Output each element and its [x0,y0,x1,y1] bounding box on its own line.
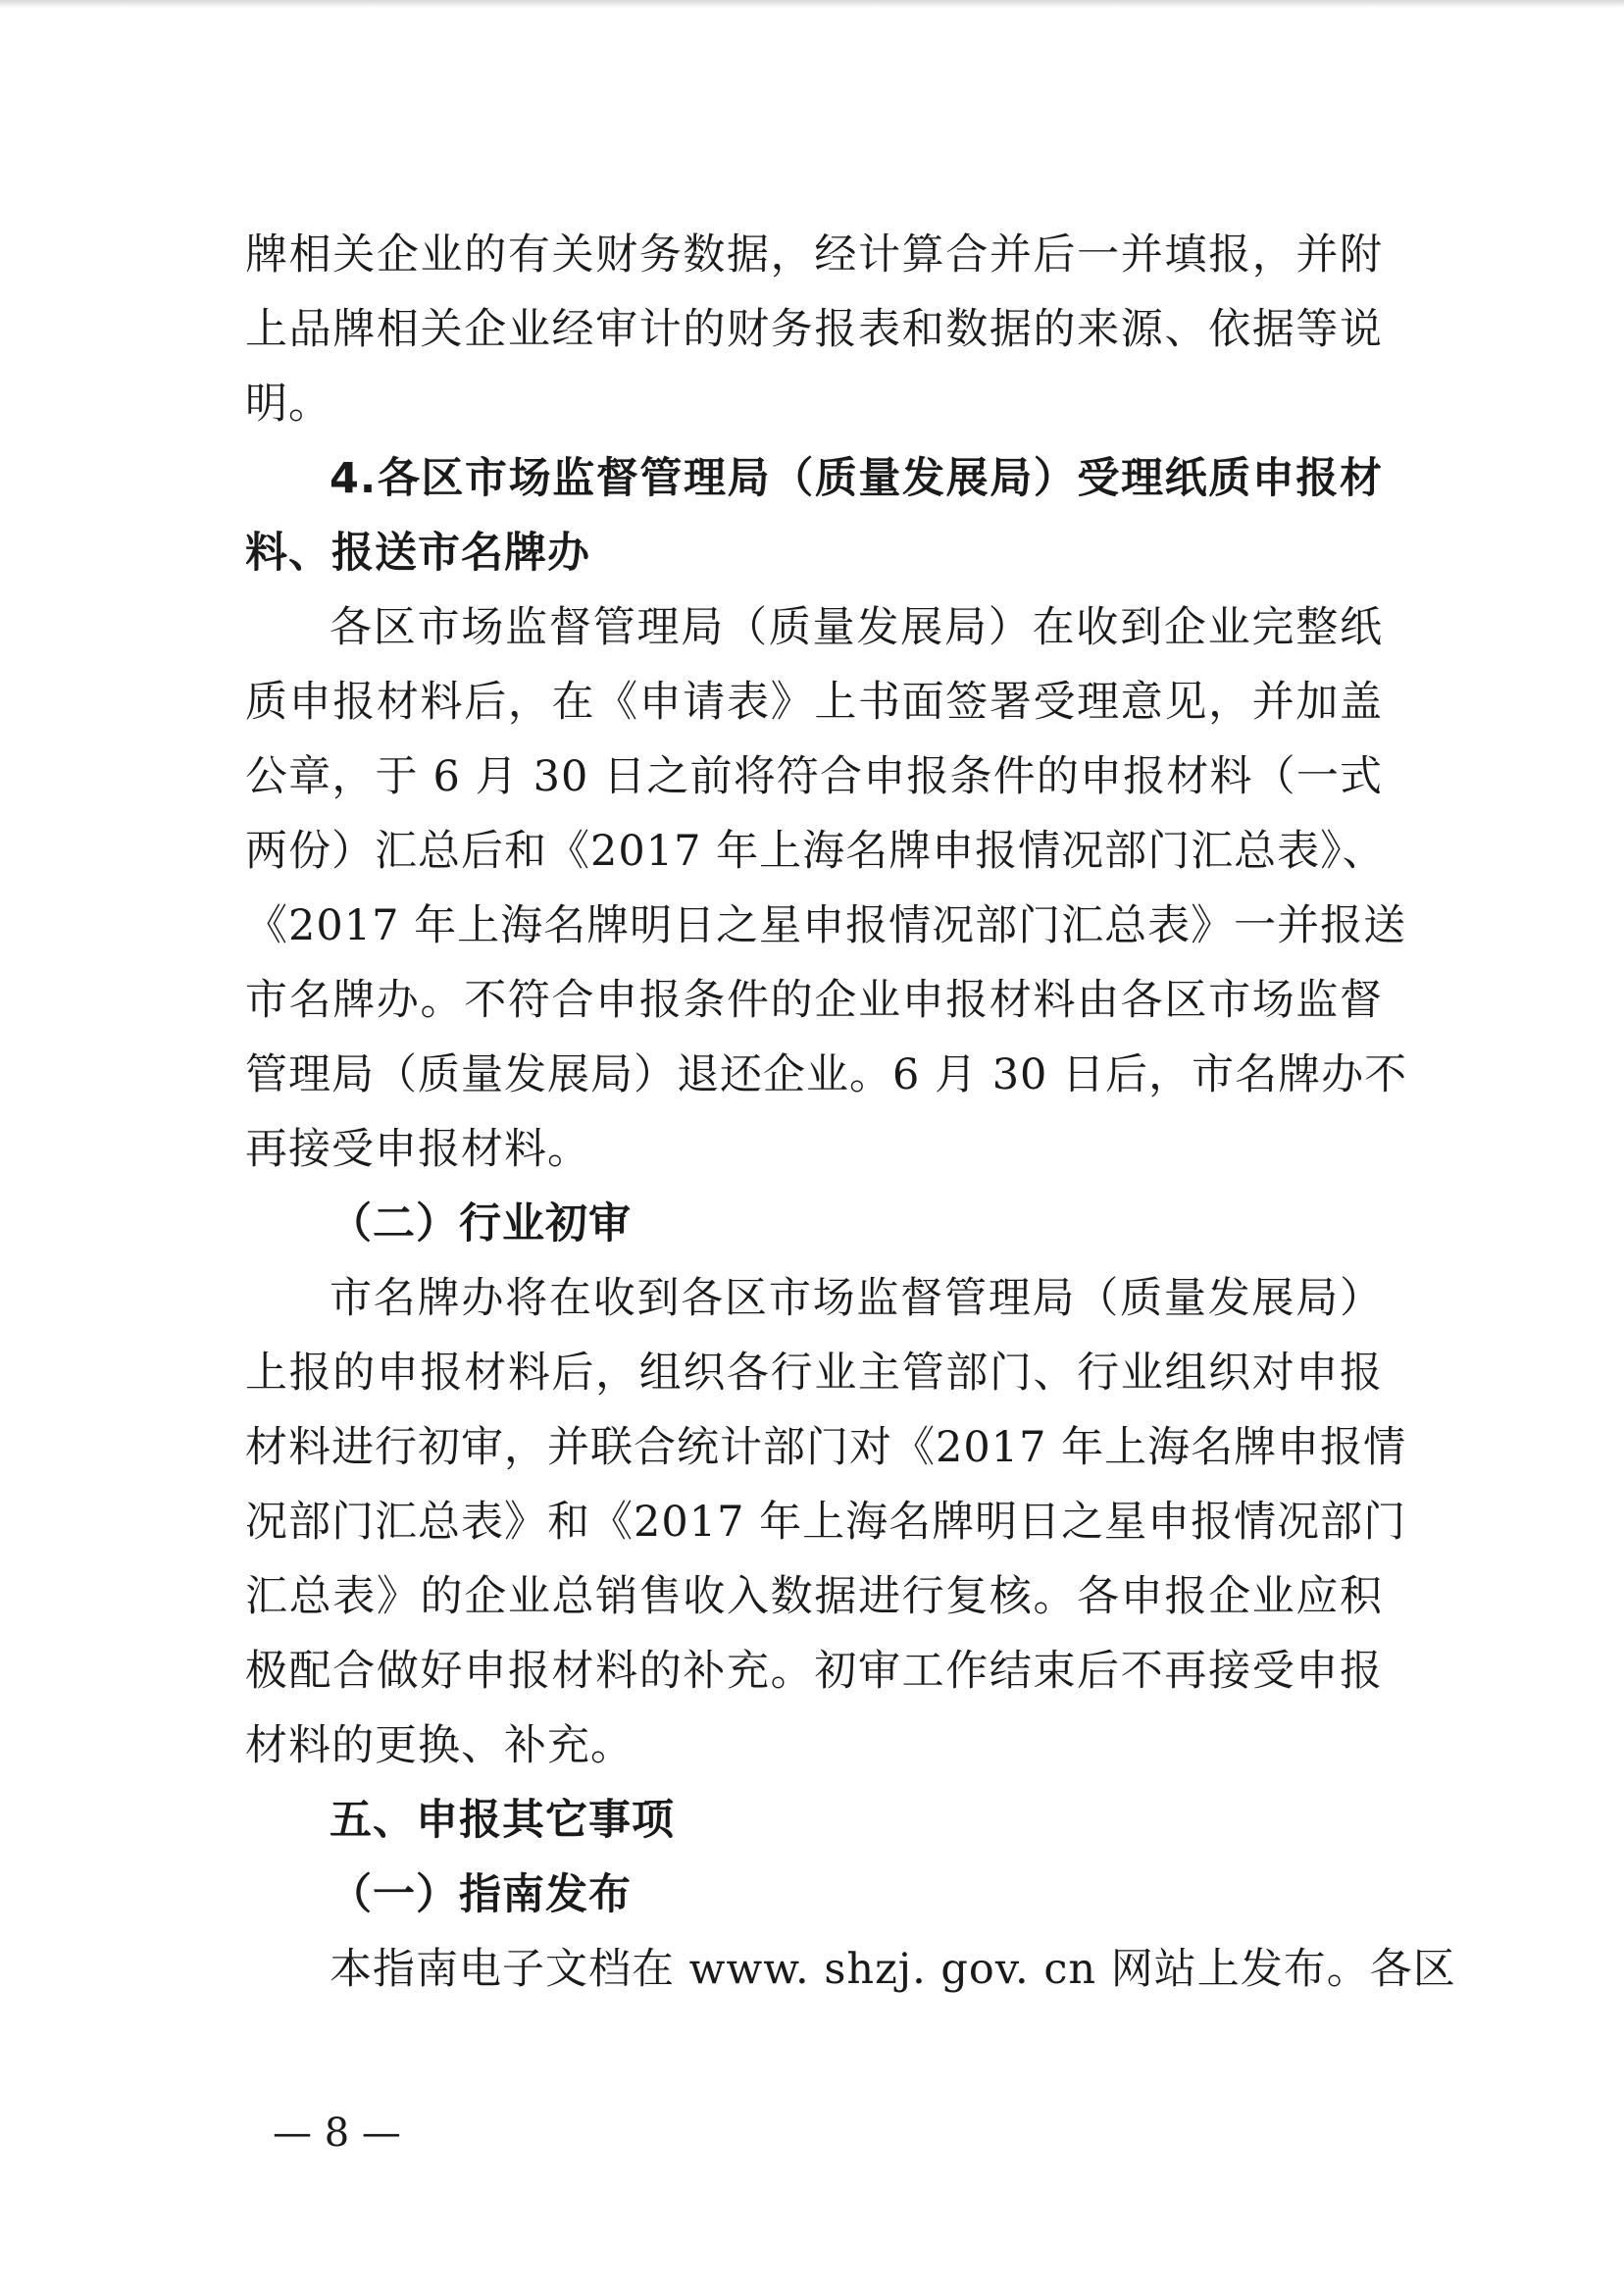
page-number: — 8 — [273,2111,401,2156]
paragraph-3-line-4: 况部门汇总表》和《2017 年上海名牌明日之星申报情况部门 [245,1498,1407,1547]
section-heading-4-line-2: 料、报送市名牌办 [245,529,590,578]
paragraph-3-line-5: 汇总表》的企业总销售收入数据进行复核。各申报企业应积 [245,1572,1383,1621]
document-page [245,218,1456,2007]
paragraph-3-line-2: 上报的申报材料后，组织各行业主管部门、行业组织对申报 [245,1349,1383,1398]
paragraph-1-line-1: 牌相关企业的有关财务数据，经计算合并后一并填报，并附 [245,230,1383,280]
paragraph-3-line-3: 材料进行初审，并联合统计部门对《2017 年上海名牌申报情 [245,1423,1407,1472]
section-heading-5: 五、申报其它事项 [330,1796,675,1845]
paragraph-2-line-1: 各区市场监督管理局（质量发展局）在收到企业完整纸 [330,603,1383,652]
scan-top-edge [0,0,1624,8]
paragraph-4-line-1: 本指南电子文档在 www. shzj. gov. cn 网站上发布。各区 [330,1945,1456,1994]
paragraph-2-line-6: 市名牌办。不符合申报条件的企业申报材料由各区市场监督 [245,976,1383,1025]
paragraph-2-line-5: 《2017 年上海名牌明日之星申报情况部门汇总表》一并报送 [245,901,1407,950]
section-heading-5-1: （一）指南发布 [330,1870,632,1919]
paragraph-2-line-3: 公章，于 6 月 30 日之前将符合申报条件的申报材料（一式 [245,752,1383,801]
section-heading-4-line-1: 4.各区市场监督管理局（质量发展局）受理纸质申报材 [330,454,1383,503]
paragraph-1-line-3: 明。 [245,380,331,429]
section-heading-2: （二）行业初审 [330,1199,632,1249]
paragraph-3-line-7: 材料的更换、补充。 [245,1721,634,1770]
paragraph-3-line-1: 市名牌办将在收到各区市场监督管理局（质量发展局） [330,1274,1383,1323]
paragraph-2-line-4: 两份）汇总后和《2017 年上海名牌申报情况部门汇总表》、 [245,827,1386,876]
paragraph-3-line-6: 极配合做好申报材料的补充。初审工作结束后不再接受申报 [245,1647,1383,1696]
paragraph-2-line-7: 管理局（质量发展局）退还企业。6 月 30 日后，市名牌办不 [245,1050,1408,1099]
paragraph-2-line-2: 质申报材料后，在《申请表》上书面签署受理意见，并加盖 [245,678,1383,727]
paragraph-1-line-2: 上品牌相关企业经审计的财务报表和数据的来源、依据等说 [245,305,1383,354]
paragraph-2-line-8: 再接受申报材料。 [245,1125,590,1174]
